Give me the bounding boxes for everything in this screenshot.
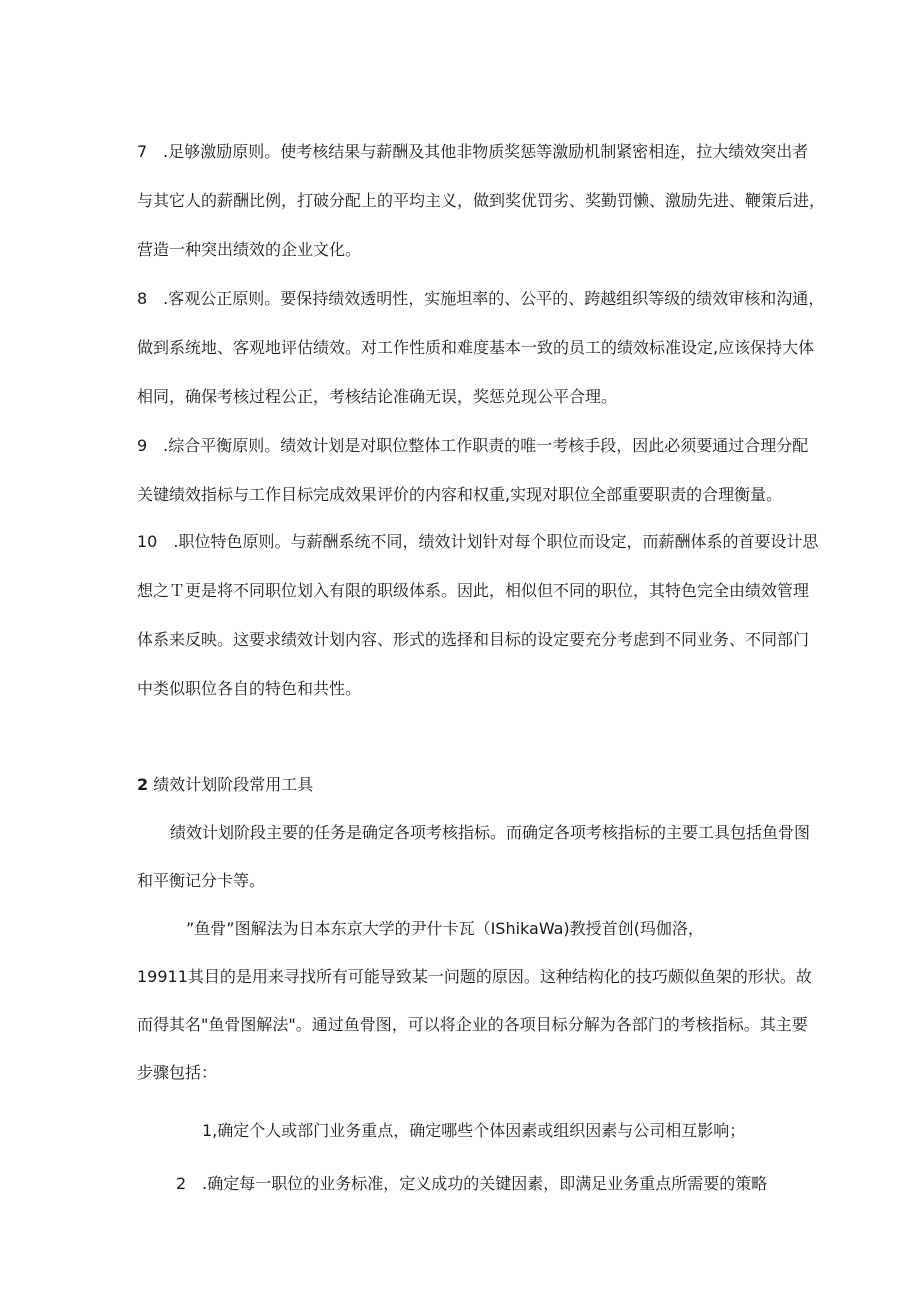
para7-line-3: 营造一种突出绩效的企业文化。 <box>137 240 362 259</box>
fishbone-line-2: 19911其目的是用来寻找所有可能导致某一问题的原因。这种结构化的技巧颇似鱼架的形状。故 <box>137 967 812 986</box>
para10-line-3: 体系来反映。这要求绩效计划内容、形式的选择和目标的设定要充分考虑到不同业务、不同部门 <box>137 630 810 649</box>
fishbone-line-3: 而得其名"鱼骨图解法"。通过鱼骨图，可以将企业的各项目标分解为各部门的考核指标。其主要 <box>137 1015 808 1034</box>
para8-line-2: 做到系统地、客观地评估绩效。对工作性质和难度基本一致的员工的绩效标准设定,应该保持大体 <box>137 338 815 357</box>
para10-line-1: 10 .职位特色原则。与薪酬系统不同，绩效计划针对每个职位而设定，而薪酬体系的首要设计思 <box>137 532 819 551</box>
fishbone-line-4: 步骤包括： <box>137 1063 218 1082</box>
intro-line-2: 和平衡记分卡等。 <box>137 871 266 890</box>
intro-line-1: 绩效计划阶段主要的任务是确定各项考核指标。而确定各项考核指标的主要工具包括鱼骨图 <box>170 823 811 842</box>
para7-line-2: 与其它人的薪酬比例，打破分配上的平均主义，做到奖优罚劣、奖勤罚懒、激励先进、鞭策后进， <box>137 191 826 210</box>
fishbone-line-1: ”鱼骨”图解法为日本东京大学的尹什卡瓦（IShikaWa)教授首创(玛伽洛， <box>186 919 704 938</box>
para10-line-4: 中类似职位各自的特色和共性。 <box>137 679 362 698</box>
section-title: 绩效计划阶段常用工具 <box>153 775 314 794</box>
step-2: 2 .确定每一职位的业务标准，定义成功的关键因素，即满足业务重点所需要的策略 <box>176 1174 768 1193</box>
section-number: 2 <box>137 775 149 794</box>
para9-line-1: 9 .综合平衡原则。绩效计划是对职位整体工作职责的唯一考核手段，因此必须要通过合理分配 <box>137 436 809 455</box>
step-1: 1,确定个人或部门业务重点，确定哪些个体因素或组织因素与公司相互影响； <box>202 1121 746 1140</box>
para8-line-3: 相同，确保考核过程公正，考核结论准确无误，奖惩兑现公平合理。 <box>137 387 618 406</box>
para9-line-2: 关键绩效指标与工作目标完成效果评价的内容和权重,实现对职位全部重要职责的合理衡量。 <box>137 485 783 504</box>
para10-line-2: 想之Ｔ更是将不同职位划入有限的职级体系。因此，相似但不同的职位，其特色完全由绩效管理 <box>137 581 810 600</box>
section-heading <box>137 774 313 796</box>
para8-line-1: 8 .客观公正原则。要保持绩效透明性，实施坦率的、公平的、跨越组织等级的绩效审核和沟通， <box>137 289 825 308</box>
para7-line-1: 7 .足够激励原则。使考核结果与薪酬及其他非物质奖惩等激励机制紧密相连，拉大绩效突出者 <box>137 142 809 161</box>
